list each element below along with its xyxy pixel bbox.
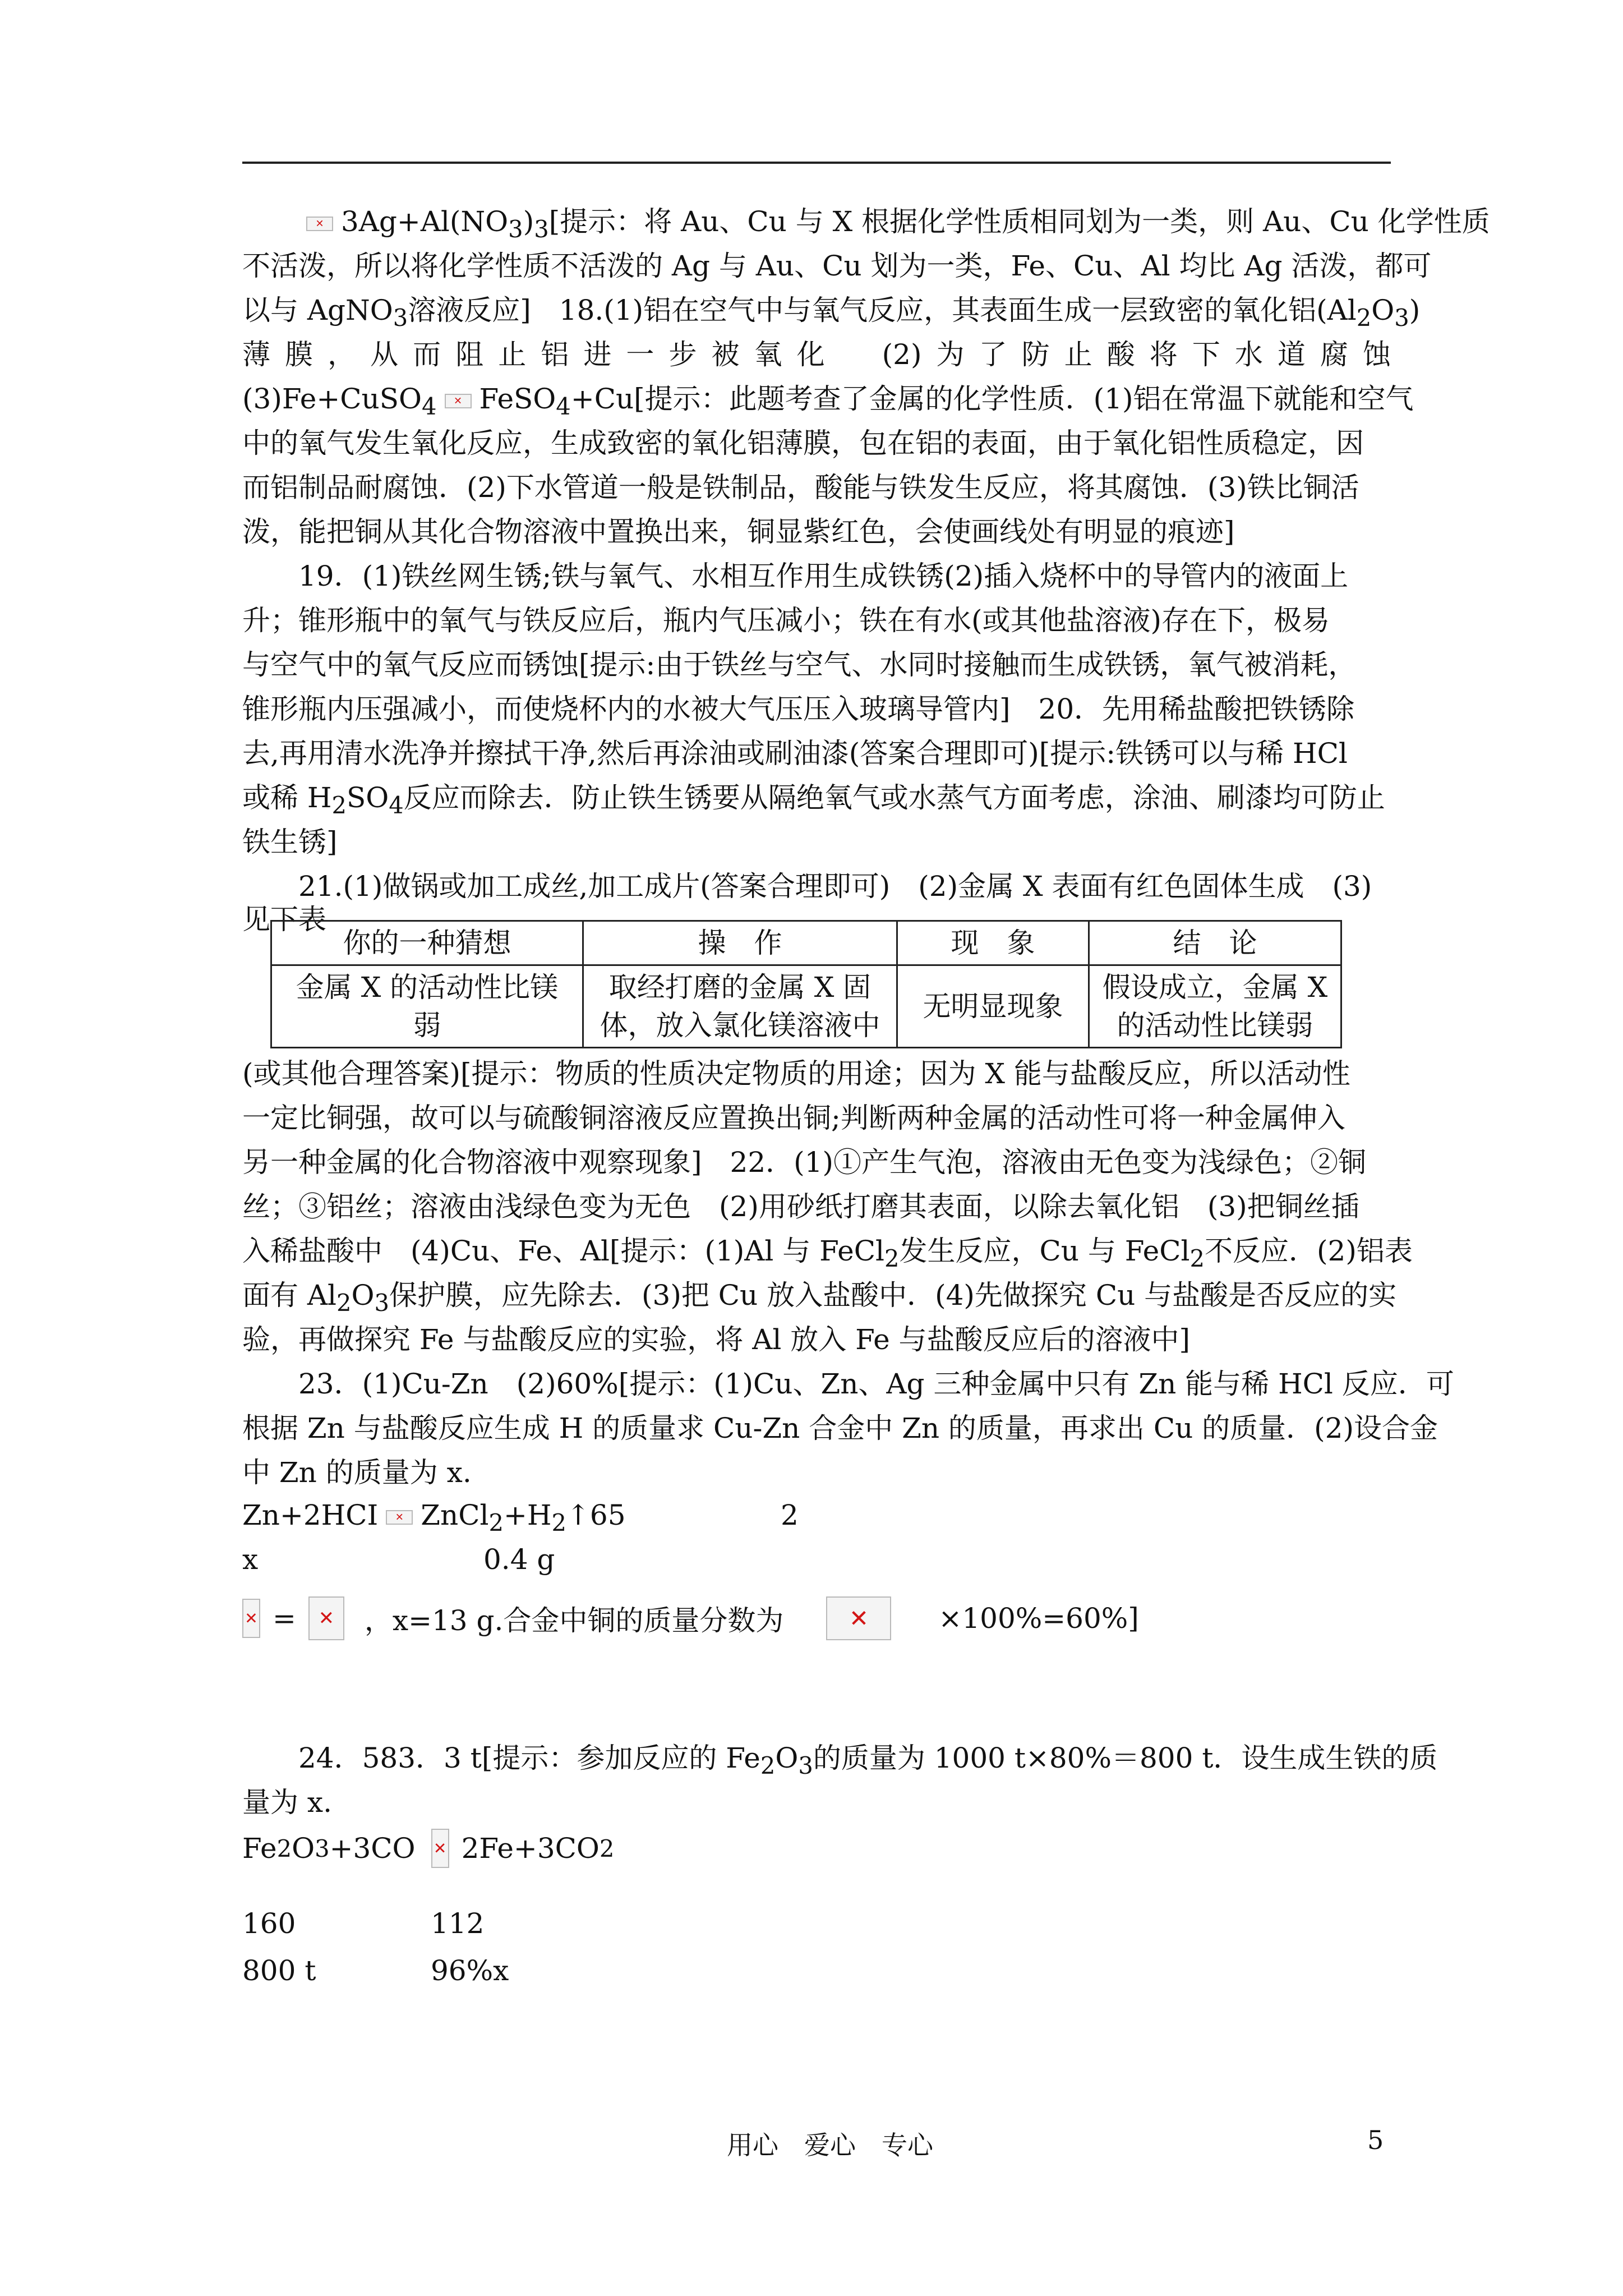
- text-line: 见下表: [242, 903, 326, 936]
- equation-value: 112: [431, 1907, 485, 1940]
- table-row: [271, 965, 1341, 1048]
- fraction-text: ，x=13 g.合金中铜的质量分数为: [364, 1604, 784, 1637]
- text-line: 入稀盐酸中 (4)Cu、Fe、Al[提示：(1)Al 与 FeCl$_2$发生反应，Cu 与 FeCl$_2$不反应．(2)铝表: [242, 1235, 1413, 1272]
- equation-value: 2: [781, 1499, 799, 1531]
- text-line: 升；锥形瓶中的氧气与铁反应后，瓶内气压减小；铁在有水(或其他盐溶液)存在下，极易: [242, 604, 1330, 637]
- page-number: 5: [1367, 2125, 1384, 2155]
- broken-image-icon: [826, 1596, 891, 1640]
- text-line: 24．583．3 t[提示：参加反应的 $Fe_2O_3$的质量为 1000 t×80%＝800 t．设生成生铁的质: [298, 1742, 1438, 1779]
- equals-sign: =: [273, 1602, 296, 1635]
- text-line: 中的氧气发生氧化反应，生成致密的氧化铝薄膜，包在铝的表面，由于氧化铝性质稳定，因: [242, 427, 1364, 459]
- text-line: 与空气中的氧气反应而锈蚀[提示:由于铁丝与空气、水同时接触而生成铁锈，氧气被消耗，: [242, 648, 1357, 681]
- table-header-cell: 结 论: [1089, 921, 1341, 965]
- text-line: 泼，能把铜从其化合物溶液中置换出来，铜显紫红色，会使画线处有明显的痕迹]: [242, 516, 1235, 548]
- broken-image-icon: [306, 217, 333, 231]
- text-line: 丝；③铝丝；溶液由浅绿色变为无色 (2)用砂纸打磨其表面，以除去氧化铝 (3)把铜丝插: [242, 1190, 1359, 1223]
- table-header-cell: 操 作: [583, 921, 897, 965]
- equation-value: x: [242, 1543, 259, 1576]
- table-cell: 金属 X 的活动性比镁 弱: [271, 965, 583, 1048]
- fraction-line: [242, 1593, 1139, 1644]
- table-cell: 无明显现象: [897, 965, 1089, 1048]
- text-line: 以与 AgNO$_3$溶液反应] 18.(1)铝在空气中与氧气反应，其表面生成一层致密的氧化铝$(Al_2O_3)$: [242, 294, 1421, 332]
- text-line: 铁生锈]: [242, 826, 338, 858]
- text-line: (3)Fe+CuSO$_4$✕ FeSO$_4$+Cu[提示：此题考查了金属的化学性质．(1)铝在常温下就能和空气: [242, 377, 1391, 429]
- table-header-cell: 你的一种猜想: [271, 921, 583, 965]
- table-header-cell: 现 象: [897, 921, 1089, 965]
- table-cell: 取经打磨的金属 X 固 体，放入氯化镁溶液中: [583, 965, 897, 1048]
- text-line: 中 Zn 的质量为 x.: [242, 1456, 472, 1489]
- table-cell: 假设成立，金属 X 的活动性比镁弱: [1089, 965, 1341, 1048]
- fraction-text: ×100%=60%]: [938, 1602, 1139, 1635]
- text-line: 量为 x.: [242, 1786, 332, 1819]
- equation-value: 160: [242, 1907, 296, 1940]
- broken-image-icon: [242, 1599, 260, 1638]
- footer-motto: 用心 爱心 专心: [727, 2130, 933, 2160]
- text-line: 薄膜，从而阻止铝进一步被氧化 (2)为了防止酸将下水道腐蚀: [242, 338, 1391, 371]
- text-line: 而铝制品耐腐蚀．(2)下水管道一般是铁制品，酸能与铁发生反应，将其腐蚀．(3)铁比铜活: [242, 471, 1359, 504]
- equation-value: 800 t: [242, 1954, 316, 1987]
- equation-line: Zn+2HCI✕ $ZnCl_2+H_2↑65$: [242, 1499, 626, 1536]
- text-line: 验，再做探究 Fe 与盐酸反应的实验，将 Al 放入 Fe 与盐酸反应后的溶液中]: [242, 1323, 1191, 1356]
- equation-value: 96%x: [431, 1954, 509, 1987]
- text-line: 去,再用清水洗净并擦拭干净,然后再涂油或刷油漆(答案合理即可)[提示:铁锈可以与稀 HCl: [242, 737, 1348, 770]
- text-line: 19．(1)铁丝网生锈;铁与氧气、水相互作用生成铁锈(2)插入烧杯中的导管内的液面上: [298, 560, 1349, 592]
- broken-image-icon: [431, 1829, 449, 1868]
- equation-value: 0.4 g: [483, 1543, 555, 1576]
- text-line: 面有 $Al_2O_3$保护膜，应先除去．(3)把 Cu 放入盐酸中．(4)先做探究 Cu 与盐酸是否反应的实: [242, 1279, 1397, 1317]
- text-line: 一定比铜强，故可以与硫酸铜溶液反应置换出铜;判断两种金属的活动性可将一种金属伸入: [242, 1102, 1345, 1134]
- broken-image-icon: [386, 1510, 413, 1525]
- broken-image-icon: [445, 394, 472, 408]
- text-line: 或稀 $H_2SO_4$反应而除去．防止铁生锈要从隔绝氧气或水蒸气方面考虑，涂油、刷漆均可防止: [242, 781, 1385, 819]
- text-line: $✕3Ag+Al(NO_3)_3$[提示：将 Au、Cu 与 X 根据化学性质相同划为一类，则 Au、Cu 化学性质: [242, 200, 1391, 251]
- text-line: 根据 Zn 与盐酸反应生成 H 的质量求 Cu-Zn 合金中 Zn 的质量，再求出 Cu 的质量．(2)设合金: [242, 1412, 1438, 1444]
- table-header-row: [271, 921, 1341, 965]
- text-line: 21.(1)做锅或加工成丝,加工成片(答案合理即可) (2)金属 X 表面有红色固体生成 (3): [298, 870, 1372, 903]
- text-line: (或其他合理答案)[提示：物质的性质决定物质的用途；因为 X 能与盐酸反应，所以活动性: [242, 1057, 1350, 1090]
- text-line: 不活泼，所以将化学性质不活泼的 Ag 与 Au、Cu 划为一类，Fe、Cu、Al 均比 Ag 活泼，都可: [242, 250, 1432, 282]
- equation-line: Fe 2 O 3 +3CO ✕ 2Fe+3CO 2: [242, 1820, 614, 1876]
- text-line: 另一种金属的化合物溶液中观察现象] 22．(1)①产生气泡，溶液由无色变为浅绿色；②铜: [242, 1146, 1366, 1179]
- header-rule: [242, 162, 1391, 164]
- broken-image-icon: [308, 1596, 344, 1640]
- text-line: 23．(1)Cu-Zn (2)60%[提示：(1)Cu、Zn、Ag 三种金属中只有 Zn 能与稀 HCl 反应．可: [298, 1368, 1454, 1400]
- answer-table: [270, 920, 1342, 1048]
- text-line: 锥形瓶内压强减小，而使烧杯内的水被大气压压入玻璃导管内] 20．先用稀盐酸把铁锈除: [242, 693, 1355, 725]
